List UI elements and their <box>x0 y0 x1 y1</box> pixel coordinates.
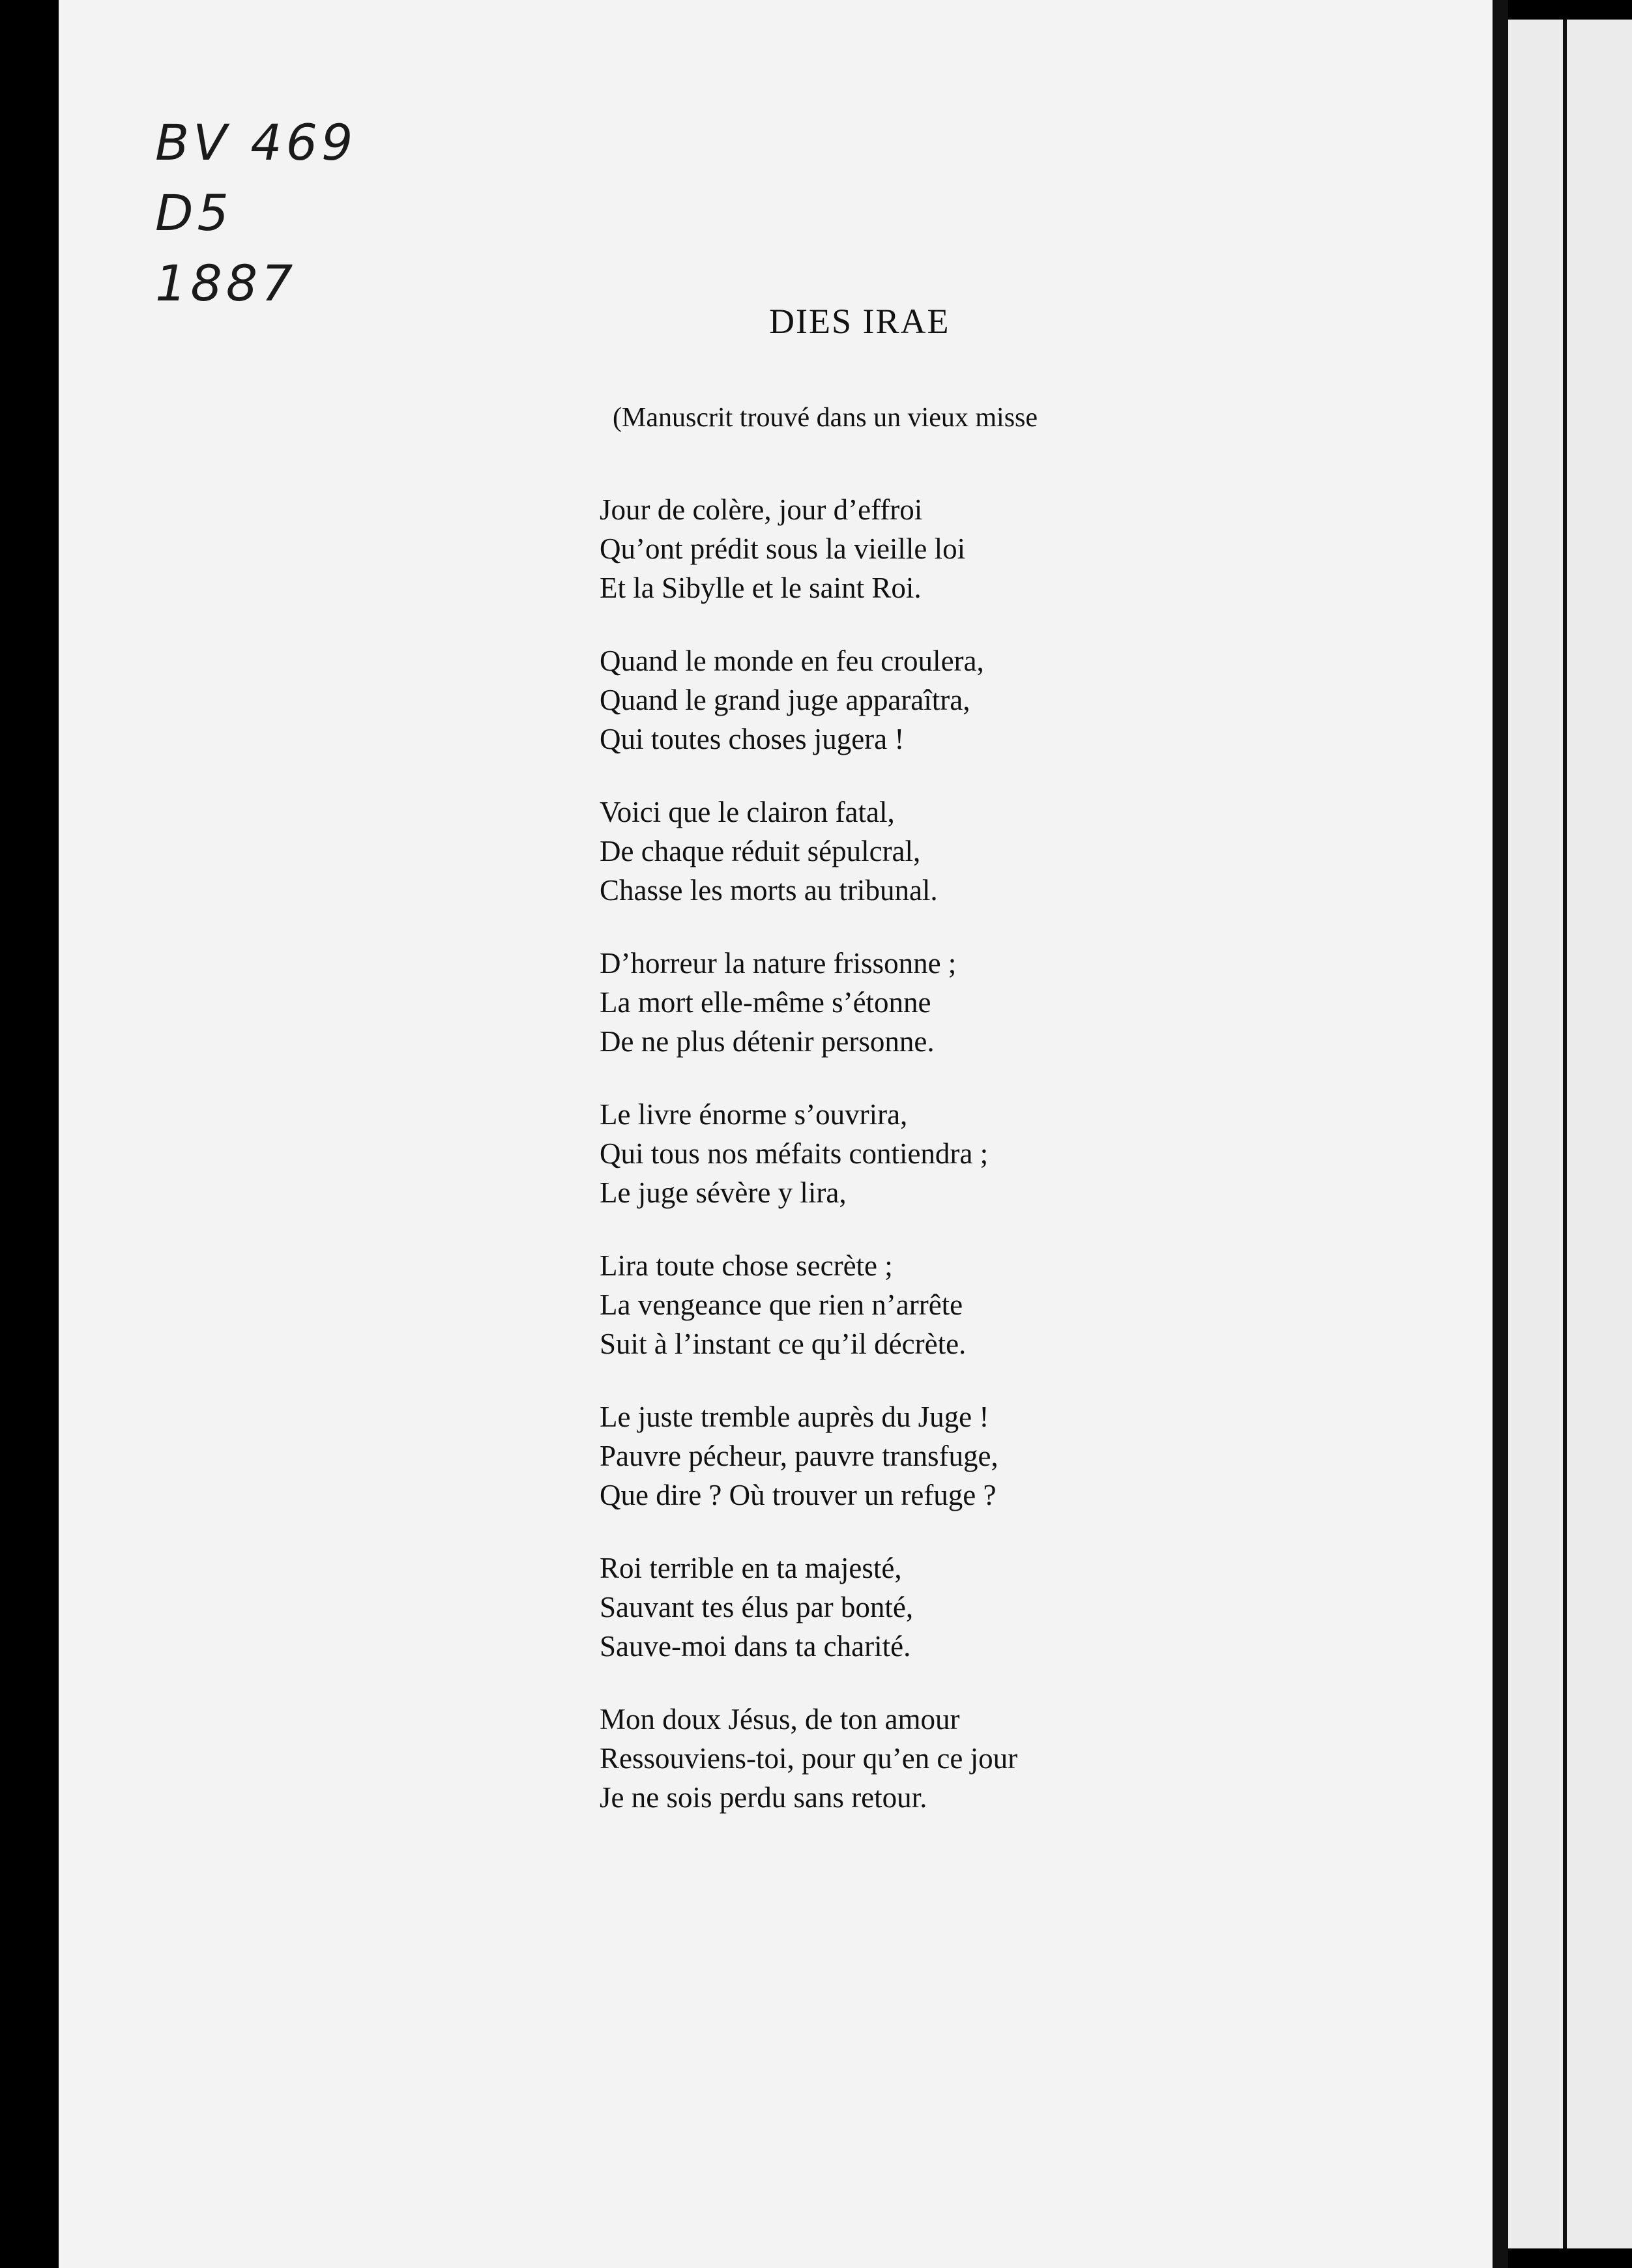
verse-line: Qu’ont prédit sous la vieille loi <box>600 532 966 565</box>
verse-line: Que dire ? Où trouver un refuge ? <box>600 1479 997 1511</box>
verse-line: Sauvant tes élus par bonté, <box>600 1591 914 1623</box>
verse-line: Ressouviens-toi, pour qu’en ce jour <box>600 1742 1018 1775</box>
verse-line: Le juge sévère y lira, <box>600 1176 847 1209</box>
verse-line: Qui tous nos méfaits contiendra ; <box>600 1137 989 1170</box>
verse-line: Le livre énorme s’ouvrira, <box>600 1098 908 1131</box>
verse-line: Quand le grand juge apparaîtra, <box>600 684 970 716</box>
poem-body <box>600 490 1251 1851</box>
adjacent-page-edge <box>1563 20 1567 2248</box>
poem-subtitle: (Manuscrit trouvé dans un vieux misse <box>613 403 1038 433</box>
verse-line: Quand le monde en feu croulera, <box>600 645 984 677</box>
verse-line: Et la Sibylle et le saint Roi. <box>600 572 922 604</box>
verse-line: La mort elle-même s’étonne <box>600 986 931 1019</box>
call-number-line: D5 <box>155 184 233 242</box>
stanza <box>600 792 1251 910</box>
page-edge-shadow <box>1493 0 1508 2268</box>
verse-line: D’horreur la nature frissonne ; <box>600 947 957 980</box>
call-number-line: BV 469 <box>155 113 357 171</box>
handwritten-call-number <box>155 108 357 319</box>
verse-line: Qui toutes choses jugera ! <box>600 723 905 755</box>
call-number-line: 1887 <box>155 254 297 312</box>
stanza <box>600 1700 1251 1817</box>
stanza <box>600 1397 1251 1515</box>
verse-line: Roi terrible en ta majesté, <box>600 1552 902 1584</box>
stanza <box>600 944 1251 1061</box>
verse-line: De ne plus détenir personne. <box>600 1025 935 1058</box>
verse-line: Le juste tremble auprès du Juge ! <box>600 1401 989 1433</box>
verse-line: Sauve-moi dans ta charité. <box>600 1630 911 1663</box>
stanza <box>600 641 1251 759</box>
poem-title: DIES IRAE <box>769 302 950 341</box>
verse-line: Suit à l’instant ce qu’il décrète. <box>600 1328 967 1360</box>
stanza <box>600 1548 1251 1666</box>
stanza <box>600 1095 1251 1212</box>
verse-line: Jour de colère, jour d’effroi <box>600 493 923 526</box>
verse-line: Lira toute chose secrète ; <box>600 1249 893 1282</box>
verse-line: Pauvre pécheur, pauvre transfuge, <box>600 1440 998 1472</box>
verse-line: Je ne sois perdu sans retour. <box>600 1781 927 1814</box>
stanza <box>600 490 1251 607</box>
verse-line: De chaque réduit sépulcral, <box>600 835 921 867</box>
verse-line: La vengeance que rien n’arrête <box>600 1288 963 1321</box>
verse-line: Voici que le clairon fatal, <box>600 796 895 828</box>
verse-line: Chasse les morts au tribunal. <box>600 874 938 907</box>
scan-border-left <box>0 0 59 2268</box>
stanza <box>600 1246 1251 1363</box>
verse-line: Mon doux Jésus, de ton amour <box>600 1703 960 1736</box>
adjacent-page-fragment <box>1508 20 1632 2248</box>
